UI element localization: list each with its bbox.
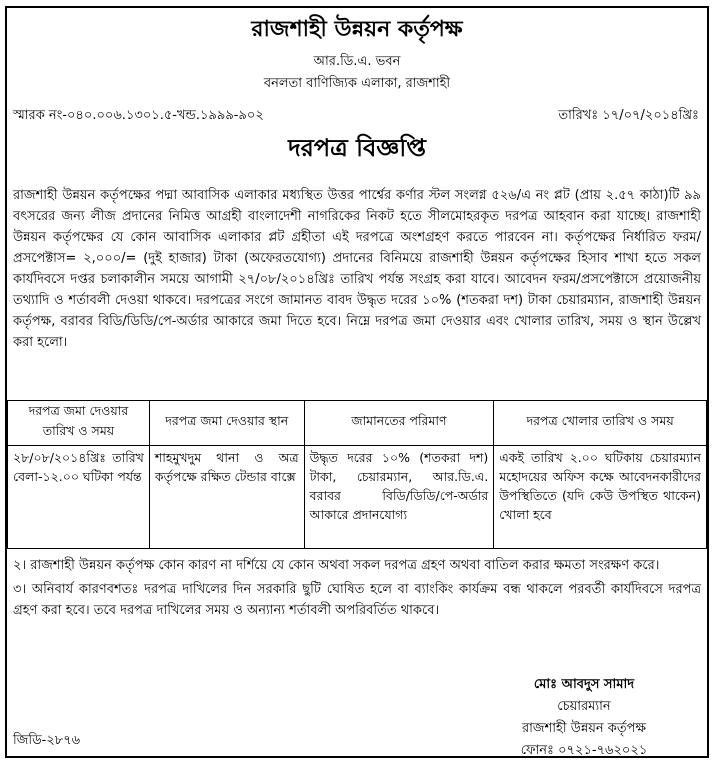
signatory-designation: চেয়ারম্যান — [557, 699, 611, 714]
cell-security-amount: উদ্ধৃত দরের ১০% (শতকরা দশ) টাকা, চেয়ারম্যান, আর.ডি.এ. বরাবর বিডি/ডিডি/পে-অর্ডার আকারে প্রদানযোগ্য — [304, 446, 494, 549]
condition-3: ৩। অনিবার্য কারণবশতঃ দরপত্র দাখিলের দিন সরকারি ছুটি ঘোষিত হলে বা ব্যাংকিং কার্যক্রম বন্ধ থাকলে পরবর্তী কার্যদিবসে দরপত্র গ্রহণ করা হবে। তবে দরপত্র দাখিলের সময় ও অন্যান্য শর্তাবলী অপরিবর্তিত থাকবে। — [13, 582, 701, 618]
building-name: আর.ডি.এ. ভবন — [313, 54, 401, 69]
gd-code: জিডি-২৮৭৬ — [13, 733, 81, 748]
signature-block — [469, 674, 699, 762]
table-row — [8, 446, 707, 549]
notice-body: রাজশাহী উন্নয়ন কর্তৃপক্ষের পদ্মা আবাসিক এলাকার মধ্যস্থিত উত্তর পার্শ্বের কর্ণার স্টল সংলগ্ন ৫২৬/এ নং প্লট (প্রায় ২.৫৭ কাঠা)টি ৯৯ বৎসরের জন্য লীজ প্রদানের নিমিত্ত আগ্রহী বাংলাদেশী নাগরিকের নিকট হতে সীলমোহরকৃত দরপত্র আহবান করা যাচ্ছে। রাজশাহী উন্নয়ন কর্তৃপক্ষের যে কোন আবাসিক এলাকার প্লট গ্রহীতা এই দরপত্রে অংশগ্রহণ করতে পারবেন না। কর্তৃপক্ষের নির্ধারিত ফরম/প্রসপেক্টাস= ২,০০০/= (দুই হাজার) টাকা (অফেরতযোগ্য) প্রদানের বিনিময়ে রাজশাহী উন্নয়ন কর্তৃপক্ষের হিসাব শাখা হতে সকল কার্যদিবসে দপ্তর চলাকালীন সময়ে আগামী ২৭/০৮/২০১৪খ্রিঃ তারিখ পর্যন্ত সংগ্রহ করা যাবে। আবেদন ফরম/প্রসপেক্টাসে প্রয়োজনীয় তথ্যাদি ও শর্তাবলী দেওয়া থাকবে। দরপত্রের সংগে জামানত বাবদ উদ্ধৃত দরের ১০% (শতকরা দশ) টাকা চেয়ারম্যান, রাজশাহী উন্নয়ন কর্তৃপক্ষ, বরাবর বিডি/ডিডি/পে-অর্ডার আকারে জমা দিতে হবে। নিম্নে দরপত্র জমা দেওয়ার এবং খোলার তারিখ, সময় ও স্থান উল্লেখ করা হলো। — [13, 188, 701, 350]
signatory-organization: রাজশাহী উন্নয়ন কর্তৃপক্ষ — [522, 721, 646, 736]
header-submission-place: দরপত্র জমা দেওয়ার স্থান — [149, 401, 304, 446]
signatory-name: মোঃ আবদুস সামাদ — [533, 677, 635, 692]
condition-2: ২। রাজশাহী উন্নয়ন কর্তৃপক্ষ কোন কারণ না দর্শিয়ে যে কোন অথবা সকল দরপত্র গ্রহণ অথবা বাতিল করার ক্ষমতা সংরক্ষণ করে। — [13, 558, 660, 573]
notice-title: দরপত্র বিজ্ঞপ্তি — [288, 134, 426, 162]
organization-title: রাজশাহী উন্নয়ন কর্তৃপক্ষ — [251, 17, 463, 42]
memo-number: স্মারক নং-০৪০.০০৬.১৩০১.৫-খন্ড.১৯৯৯-৯০২ — [13, 108, 264, 123]
tender-notice — [5, 6, 709, 758]
table-header-row — [8, 401, 707, 446]
header-security-amount: জামানতের পরিমাণ — [304, 401, 494, 446]
tender-schedule-table — [7, 400, 707, 549]
header-opening-date: দরপত্র খোলার তারিখ ও সময় — [494, 401, 707, 446]
phone-number: ফোনঃ ০৭২১-৭৬২০২১ — [520, 743, 648, 758]
cell-opening-date: একই তারিখ ২.০০ ঘটিকায় চেয়ারম্যান মহোদয়ের অফিস কক্ষে আবেদনকারীদের উপস্থিতিতে (যদি কেউ উপস্থিত থাকেন) খোলা হবে — [494, 446, 707, 549]
address: বনলতা বাণিজ্যিক এলাকা, রাজশাহী — [263, 76, 451, 91]
cell-submission-place: শাহমুখদুম থানা ও অত্র কর্তৃপক্ষে রক্ষিত টেন্ডার বাক্সে — [149, 446, 304, 549]
additional-conditions — [13, 555, 701, 624]
notice-date: তারিখঃ ১৭/০৭/২০১৪খ্রিঃ — [558, 108, 699, 123]
header-submission-date: দরপত্র জমা দেওয়ার তারিখ ও সময় — [8, 401, 150, 446]
cell-submission-date: ২৮/০৮/২০১৪খ্রিঃ তারিখ বেলা-১২.০০ ঘটিকা পর্যন্ত — [8, 446, 150, 549]
